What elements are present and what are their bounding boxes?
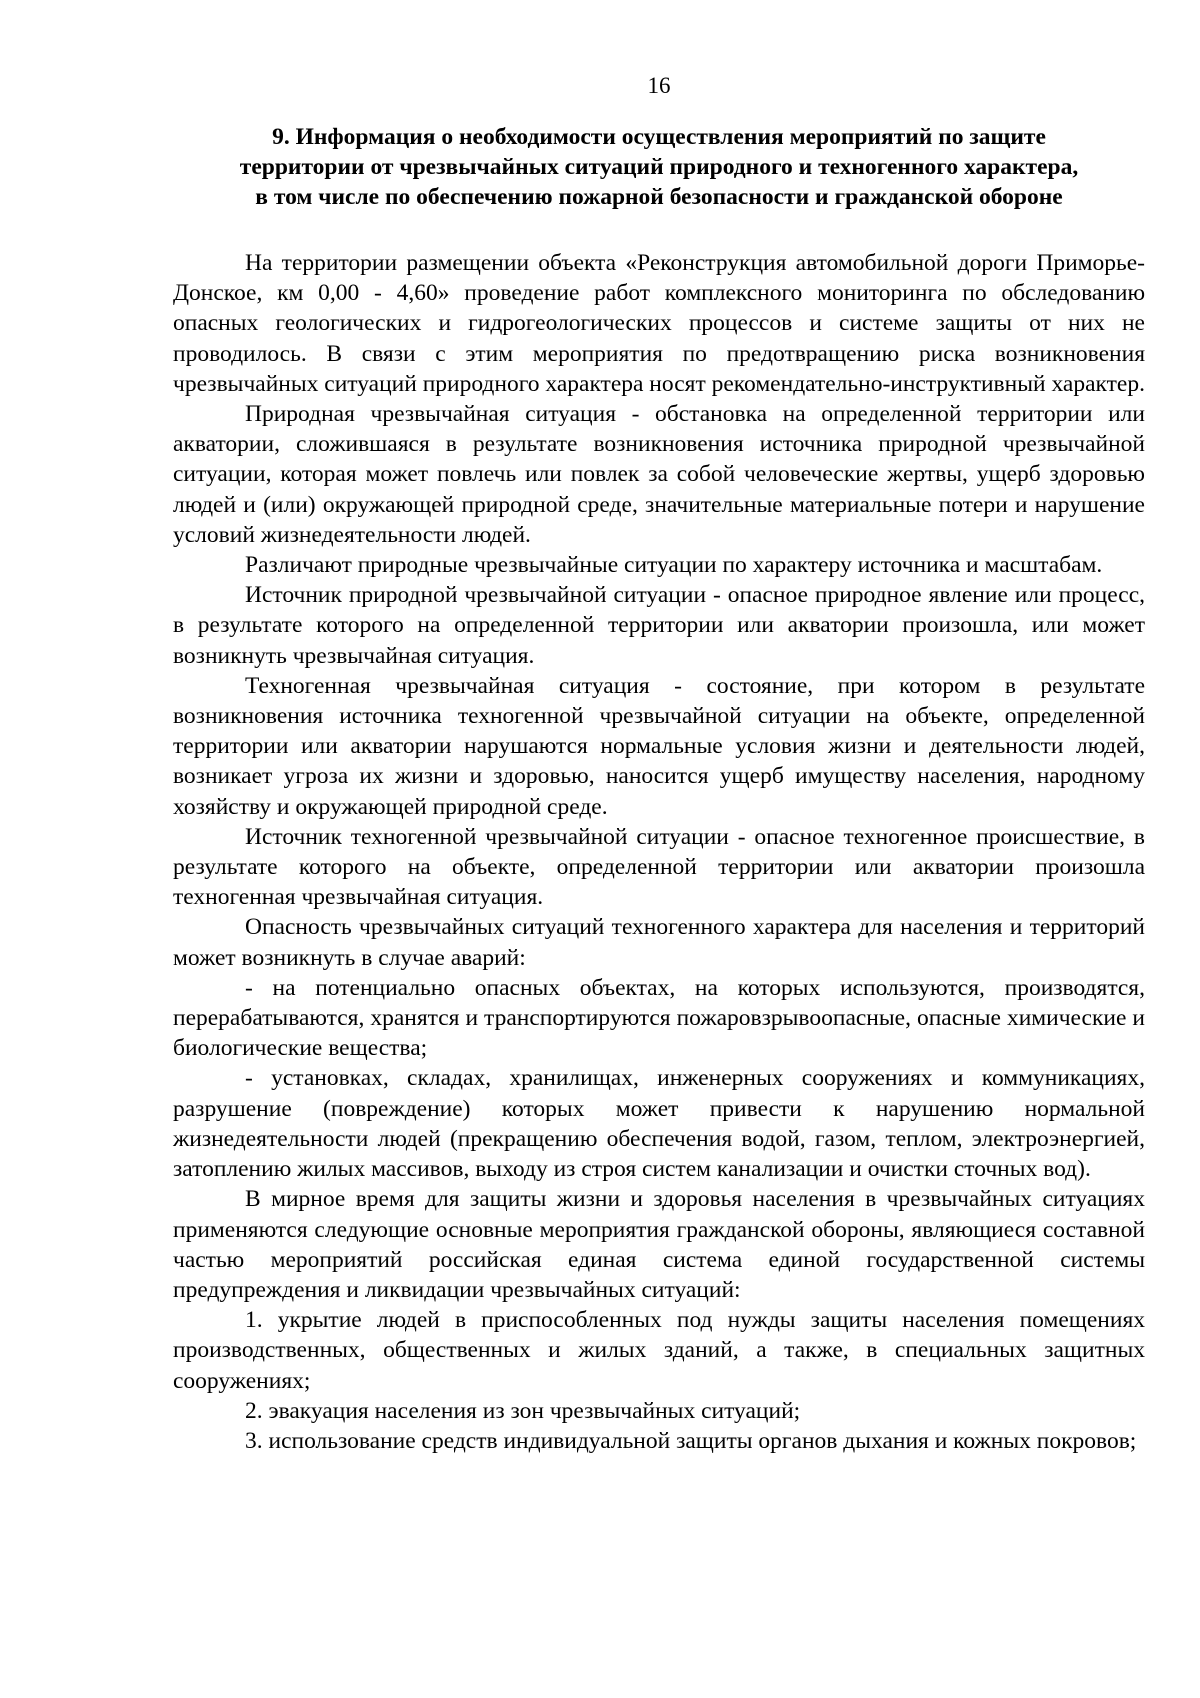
page-number: 16 xyxy=(647,73,671,98)
section-heading-line: территории от чрезвычайных ситуаций природного и техногенного характера, xyxy=(239,154,1079,180)
paragraph-natural-emergency-types: Различают природные чрезвычайные ситуации по характеру источника и масштабам. xyxy=(245,552,1103,579)
list-item-evacuation: 2. эвакуация населения из зон чрезвычайных ситуаций; xyxy=(245,1397,801,1424)
paragraph-natural-emergency-source: Источник природной чрезвычайной ситуации - опасное природное явление или процесс, в результате которого на определенной территории или акватории произошла, или может возникнуть чрезвычайная ситуация. xyxy=(173,582,1145,669)
paragraph-natural-emergency-definition: Природная чрезвычайная ситуация - обстановка на определенной территории или акватории, сложившаяся в результате возникновения источника природной чрезвычайной ситуации, которая может повлечь или повлек за собой человеческие жертвы, ущерб здоровью людей и (или) окружающей природной среде, значительные материальные потери и нарушение условий жизнедеятельности людей. xyxy=(173,401,1145,548)
paragraph-technogenic-danger: Опасность чрезвычайных ситуаций техногенного характера для населения и территорий может возникнуть в случае аварий: xyxy=(173,914,1145,971)
paragraph-technogenic-emergency-definition: Техногенная чрезвычайная ситуация - состояние, при котором в результате возникновения источника техногенной чрезвычайной ситуации на объекте, определенной территории или акватории нарушаются нормальные условия жизни и деятельности людей, возникает угроза их жизни и здоровью, наносится ущерб имуществу населения, народному хозяйству и окружающей природной среде. xyxy=(173,672,1145,820)
section-heading xyxy=(173,122,1145,212)
body-text xyxy=(173,248,1145,1456)
paragraph-technogenic-emergency-source: Источник техногенной чрезвычайной ситуации - опасное техногенное происшествие, в результате которого на объекте, определенной территории или акватории произошла техногенная чрезвычайная ситуация. xyxy=(173,823,1145,911)
list-item-protective-equipment: 3. использование средств индивидуальной защиты органов дыхания и кожных покровов; xyxy=(245,1427,1137,1454)
section-heading-line: в том числе по обеспечению пожарной безопасности и гражданской обороне xyxy=(255,184,1063,210)
paragraph-intro: На территории размещении объекта «Реконструкция автомобильной дороги Приморье-Донское, км 0,00 - 4,60» проведение работ комплексного мониторинга по обследованию опасных геологических и гидрогеологических процессов и системе защиты от них не проводилось. В связи с этим мероприятия по предотвращению риска возникновения чрезвычайных ситуаций природного характера носят рекомендательно-инструктивный характер. xyxy=(173,250,1145,397)
list-item-hazardous-objects: - на потенциально опасных объектах, на которых используются, производятся, перерабатываются, хранятся и транспортируются пожаровзрывоопасные, опасные химические и биологические вещества; xyxy=(173,974,1145,1062)
section-heading-line: 9. Информация о необходимости осуществления мероприятий по защите xyxy=(272,124,1046,150)
list-item-installations: - установках, складах, хранилищах, инженерных сооружениях и коммуникациях, разрушение (повреждение) которых может привести к нарушению нормальной жизнедеятельности людей (прекращению обеспечения водой, газом, теплом, электроэнергией, затоплению жилых массивов, выходу из строя систем канализации и очистки сточных вод). xyxy=(173,1065,1145,1183)
paragraph-civil-defense-measures: В мирное время для защиты жизни и здоровья населения в чрезвычайных ситуациях применяются следующие основные мероприятия гражданской обороны, являющиеся составной частью мероприятий российская единая система единой государственной системы предупреждения и ликвидации чрезвычайных ситуаций: xyxy=(173,1186,1145,1303)
list-item-shelter: 1. укрытие людей в приспособленных под нужды защиты населения помещениях производственных, общественных и жилых зданий, а также, в специальных защитных сооружениях; xyxy=(173,1307,1145,1394)
document-page xyxy=(173,72,1145,1456)
